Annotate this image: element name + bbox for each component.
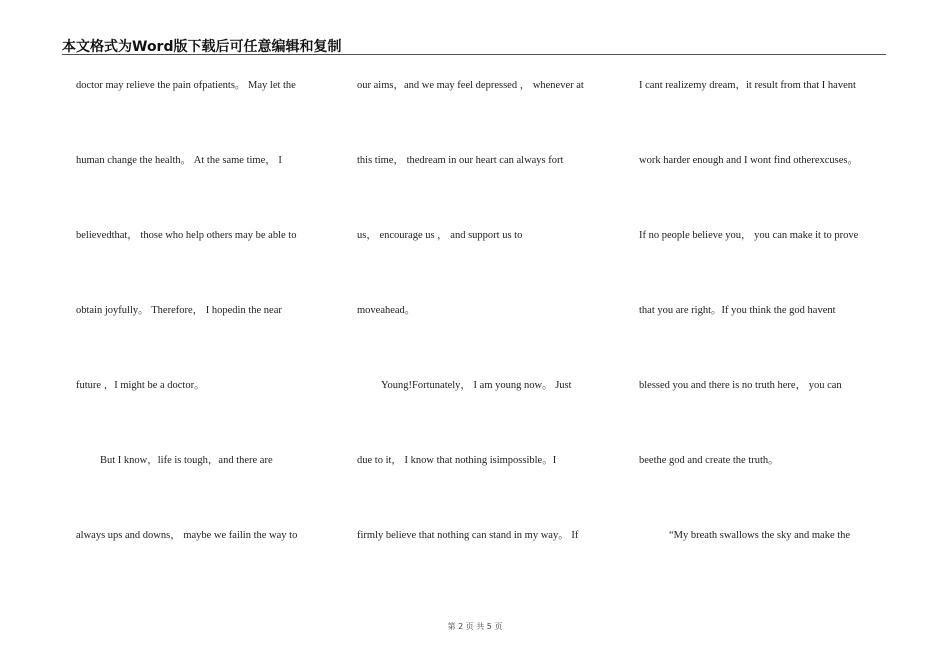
page-number: 第 2 页 共 5 页 — [447, 622, 503, 631]
text-line: our aims，and we may feel depressed ， whenever at — [357, 80, 584, 91]
text-line: Young!Fortunately， I am young now。 Just — [381, 380, 572, 391]
text-line: due to it， I know that nothing isimpossible。I — [357, 455, 557, 466]
text-line: firmly believe that nothing can stand in my way。 If — [357, 530, 579, 541]
page-header — [62, 34, 886, 55]
page-footer — [0, 621, 950, 632]
text-line: always ups and downs， maybe we failin the way to — [76, 530, 298, 541]
text-line: work harder enough and I wont find otherexcuses。 — [639, 155, 858, 166]
text-line: But I know，life is tough，and there are — [100, 455, 273, 466]
text-line: human change the health。 At the same time， I — [76, 155, 282, 166]
text-line: obtain joyfully。 Therefore， I hopedin the near — [76, 305, 282, 316]
header-title: 本文格式为Word版下载后可任意编辑和复制 — [62, 39, 342, 55]
text-line: future ，I might be a doctor。 — [76, 380, 205, 391]
text-line: “My breath swallows the sky and make the — [669, 530, 851, 541]
text-line: I cant realizemy dream，it result from that I havent — [639, 80, 856, 91]
text-line: this time， thedream in our heart can always fort — [357, 155, 564, 166]
text-line: that you are right。If you think the god havent — [639, 305, 836, 316]
text-line: blessed you and there is no truth here， you can — [639, 380, 842, 391]
text-line: doctor may relieve the pain ofpatients。 May let the — [76, 80, 296, 91]
text-line: believedthat， those who help others may be able to — [76, 230, 297, 241]
text-line: moveahead。 — [357, 305, 416, 316]
text-line: beethe god and create the truth。 — [639, 455, 779, 466]
text-line: If no people believe you， you can make it to prove — [639, 230, 859, 241]
text-line: us， encourage us ， and support us to — [357, 230, 523, 241]
